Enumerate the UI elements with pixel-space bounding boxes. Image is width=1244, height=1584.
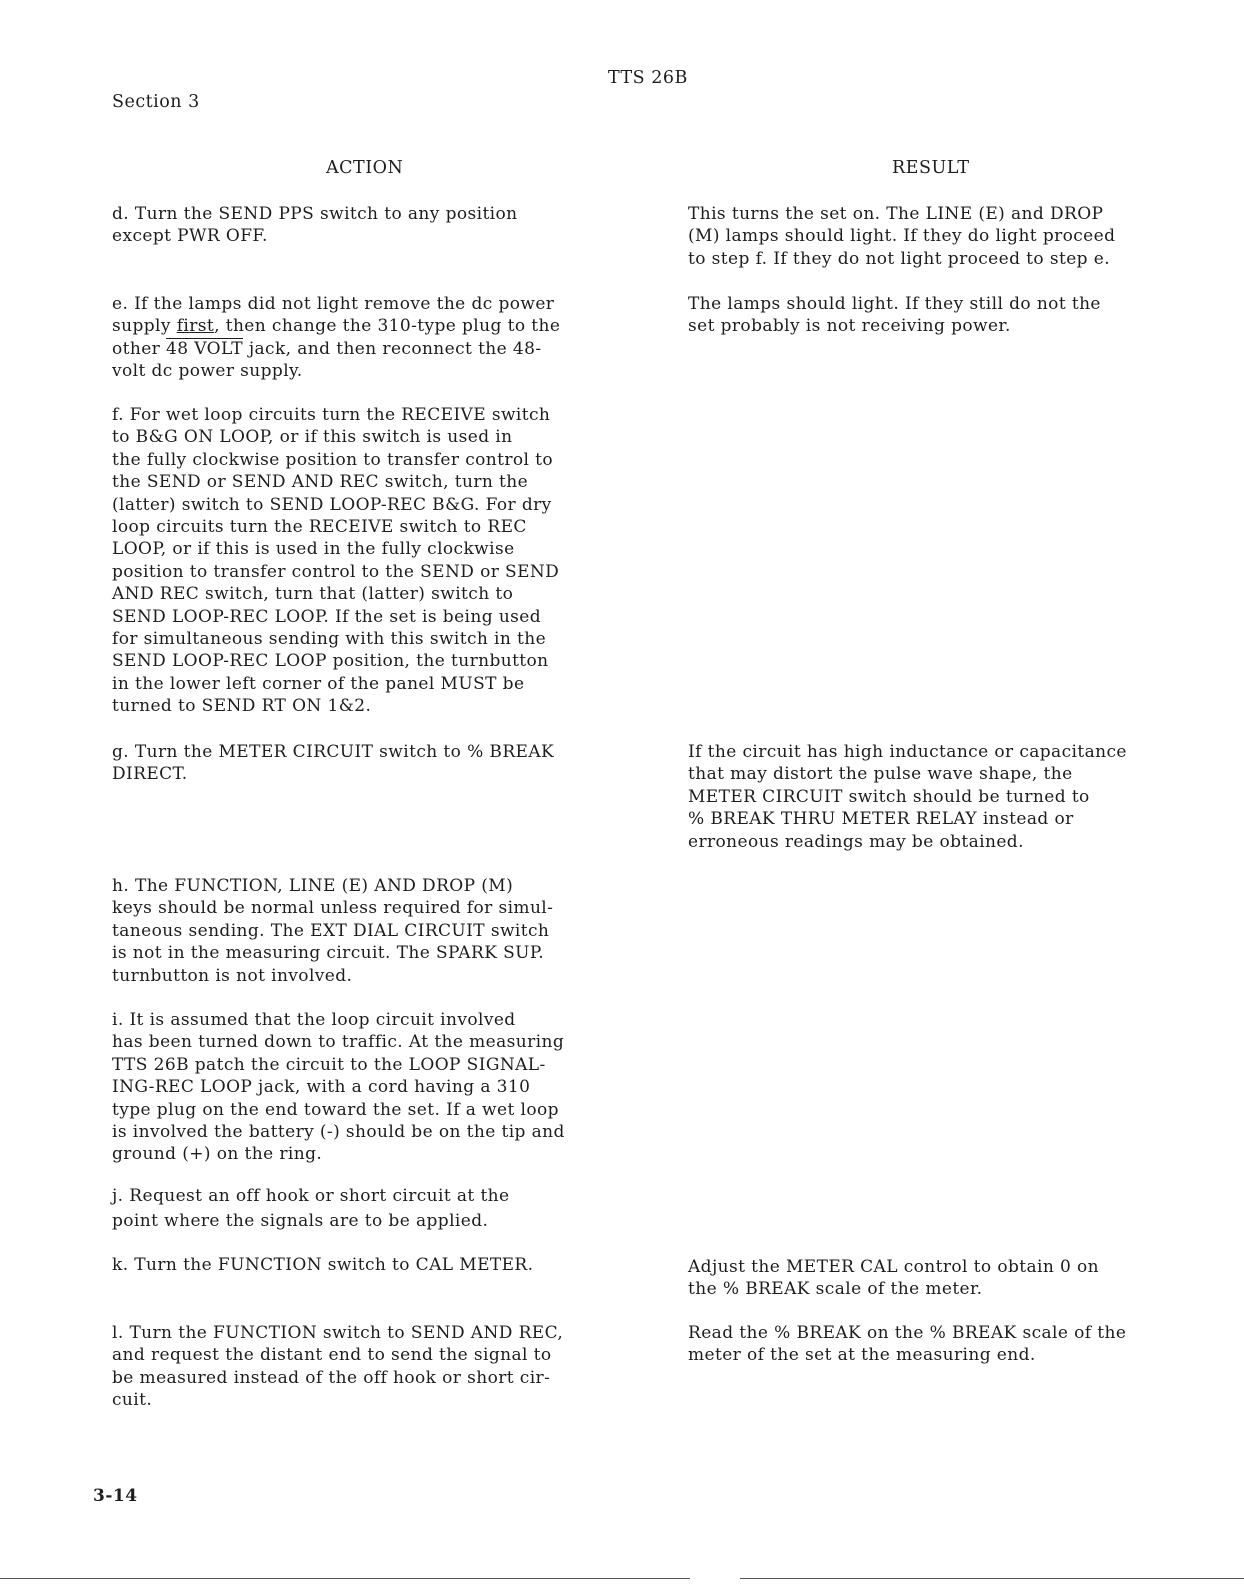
- text-line: d. Turn the SEND PPS switch to any position: [112, 204, 518, 224]
- step-k-result: [688, 1256, 1099, 1301]
- text-line: LOOP, or if this is used in the fully clockwise: [112, 539, 515, 560]
- text-line: the SEND or SEND AND REC switch, turn the: [112, 472, 529, 493]
- step-g-result: [688, 741, 1127, 853]
- overlined-label: 48 VOLT: [166, 338, 244, 359]
- step-l-action: [112, 1322, 563, 1412]
- text-line: the % BREAK scale of the meter.: [688, 1279, 983, 1300]
- text-line: turned to SEND RT ON 1&2.: [112, 696, 372, 717]
- text-line: keys should be normal unless required for simul-: [112, 898, 554, 919]
- step-d-result: [688, 203, 1115, 270]
- text-line: is not in the measuring circuit. The SPARK SUP.: [112, 943, 545, 964]
- text-line: turnbutton is not involved.: [112, 965, 353, 986]
- text-line: l. Turn the FUNCTION switch to SEND AND REC,: [112, 1323, 564, 1343]
- text-line: TTS 26B patch the circuit to the LOOP SIGNAL-: [112, 1054, 546, 1075]
- underlined-word: first: [176, 316, 215, 337]
- text-line: to step f. If they do not light proceed to step e.: [688, 248, 1111, 269]
- text-line: position to transfer control to the SEND or SEND: [112, 561, 560, 582]
- action-column-heading: ACTION: [326, 158, 404, 178]
- text-fragment: other: [112, 338, 167, 359]
- text-line: in the lower left corner of the panel MUST be: [112, 673, 525, 694]
- text-line: This turns the set on. The LINE (E) and DROP: [688, 204, 1104, 224]
- text-line: f. For wet loop circuits turn the RECEIVE switch: [112, 405, 551, 425]
- step-e-result: [688, 293, 1101, 338]
- text-line: taneous sending. The EXT DIAL CIRCUIT switch: [112, 920, 550, 941]
- step-f-action: [112, 404, 559, 718]
- text-line: k. Turn the FUNCTION switch to CAL METER.: [112, 1255, 534, 1275]
- text-line: g. Turn the METER CIRCUIT switch to % BREAK: [112, 742, 555, 762]
- text-line: for simultaneous sending with this switch in the: [112, 629, 547, 650]
- text-line: set probably is not receiving power.: [688, 316, 1011, 337]
- step-j-action: [112, 1184, 510, 1234]
- text-line: and request the distant end to send the signal to: [112, 1345, 552, 1366]
- text-line: is involved the battery (-) should be on the tip and: [112, 1122, 565, 1143]
- text-line: cuit.: [112, 1390, 153, 1411]
- text-line: AND REC switch, turn that (latter) switch to: [112, 584, 514, 605]
- step-e-action: [112, 293, 560, 383]
- text-line: ground (+) on the ring.: [112, 1144, 323, 1165]
- text-line: has been turned down to traffic. At the measuring: [112, 1032, 565, 1053]
- text-line: the fully clockwise position to transfer control to: [112, 449, 554, 470]
- step-h-action: [112, 875, 553, 987]
- text-fragment: jack, and then reconnect the 48-: [243, 338, 542, 359]
- text-line: (latter) switch to SEND LOOP-REC B&G. For dry: [112, 494, 552, 515]
- text-fragment: supply: [112, 316, 177, 337]
- text-line: be measured instead of the off hook or short cir-: [112, 1367, 551, 1388]
- bottom-scan-edge-left: [0, 1578, 690, 1579]
- text-line: type plug on the end toward the set. If a wet loop: [112, 1099, 559, 1120]
- text-line: j. Request an off hook or short circuit at the: [112, 1186, 510, 1206]
- text-line: SEND LOOP-REC LOOP position, the turnbutton: [112, 651, 549, 672]
- text-line: [112, 338, 560, 360]
- step-d-action: [112, 203, 518, 248]
- text-line: loop circuits turn the RECEIVE switch to REC: [112, 517, 527, 538]
- text-line: If the circuit has high inductance or capacitance: [688, 742, 1127, 762]
- text-line: SEND LOOP-REC LOOP. If the set is being used: [112, 606, 542, 627]
- text-line: point where the signals are to be applied.: [112, 1211, 489, 1231]
- page-number: 3-14: [93, 1486, 138, 1506]
- result-column-heading: RESULT: [892, 158, 970, 178]
- text-line: DIRECT.: [112, 764, 188, 785]
- text-line: to B&G ON LOOP, or if this switch is used in: [112, 427, 513, 448]
- text-line: Read the % BREAK on the % BREAK scale of the: [688, 1323, 1127, 1343]
- document-id: TTS 26B: [608, 68, 688, 88]
- text-line: % BREAK THRU METER RELAY instead or: [688, 809, 1074, 830]
- text-line: METER CIRCUIT switch should be turned to: [688, 786, 1090, 807]
- text-line: The lamps should light. If they still do not the: [688, 294, 1101, 314]
- section-label: Section 3: [112, 92, 200, 112]
- bottom-scan-edge-right: [740, 1578, 1244, 1579]
- step-i-action: [112, 1009, 565, 1166]
- text-line: except PWR OFF.: [112, 226, 268, 247]
- text-line: h. The FUNCTION, LINE (E) AND DROP (M): [112, 876, 514, 896]
- text-line: volt dc power supply.: [112, 361, 303, 382]
- text-line: i. It is assumed that the loop circuit involved: [112, 1010, 516, 1030]
- step-g-action: [112, 741, 554, 786]
- step-k-action: [112, 1254, 533, 1276]
- text-line: (M) lamps should light. If they do light proceed: [688, 226, 1116, 247]
- text-line: ING-REC LOOP jack, with a cord having a 310: [112, 1077, 531, 1098]
- text-fragment: , then change the 310-type plug to the: [214, 316, 561, 337]
- text-line: meter of the set at the measuring end.: [688, 1345, 1036, 1366]
- text-line: e. If the lamps did not light remove the dc power: [112, 294, 555, 314]
- text-line: Adjust the METER CAL control to obtain 0 on: [688, 1257, 1100, 1277]
- text-line: [112, 315, 560, 337]
- text-line: erroneous readings may be obtained.: [688, 831, 1024, 852]
- step-l-result: [688, 1322, 1126, 1367]
- text-line: that may distort the pulse wave shape, the: [688, 764, 1073, 785]
